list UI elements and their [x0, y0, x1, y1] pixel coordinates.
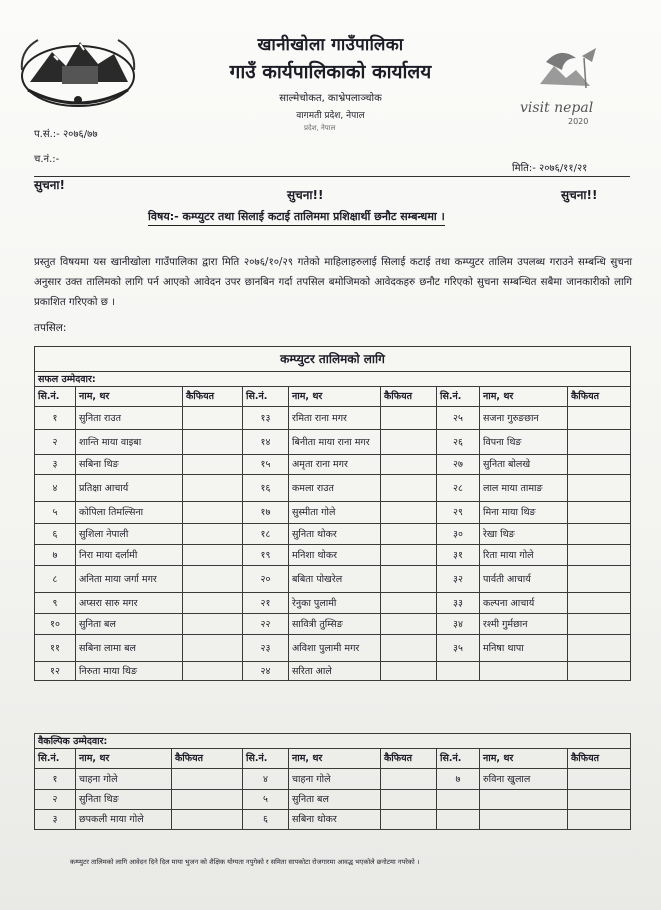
col-header-sn: सि.नं.	[35, 749, 76, 769]
sn-cell: १	[35, 769, 76, 790]
alternate-candidates-table	[34, 733, 631, 830]
sn-cell: २३	[243, 635, 289, 662]
col-header-sn: सि.नं.	[243, 387, 289, 407]
visit-nepal-text: visit nepal	[520, 100, 594, 116]
remarks-cell	[381, 769, 437, 790]
col-header-remarks: कैफियत	[172, 749, 243, 769]
col-header-remarks: कैफियत	[381, 387, 437, 407]
remarks-cell	[183, 407, 243, 430]
name-cell: अप्सरा सारु मगर	[76, 593, 183, 614]
name-cell: बबिता पोखरेल	[289, 566, 381, 593]
table-row	[35, 524, 631, 545]
name-cell: मनिशा थोकर	[289, 545, 381, 566]
remarks-cell	[568, 524, 631, 545]
remarks-cell	[172, 810, 243, 830]
header-divider	[34, 176, 630, 177]
name-cell: अविशा पुलामी मगर	[289, 635, 381, 662]
table-row	[35, 593, 631, 614]
name-cell: प्रतिक्षा आचार्य	[76, 475, 183, 502]
sn-cell: १०	[35, 614, 76, 635]
sn-cell: २९	[437, 502, 480, 524]
remarks-cell	[568, 430, 631, 455]
name-cell: अमृता राना मगर	[289, 455, 381, 475]
successful-candidates-table	[34, 346, 631, 681]
remarks-cell	[183, 545, 243, 566]
table-row	[35, 407, 631, 430]
sn-cell: ५	[243, 790, 289, 810]
remarks-cell	[568, 810, 631, 830]
name-cell: मनिषा थापा	[480, 635, 568, 662]
remarks-cell	[381, 545, 437, 566]
remarks-cell	[381, 524, 437, 545]
sn-cell: ३	[35, 810, 76, 830]
sn-cell	[437, 790, 480, 810]
name-cell: चाहना गोले	[289, 769, 381, 790]
name-cell: सबिना लामा बल	[76, 635, 183, 662]
name-cell: रेनुका पुलामी	[289, 593, 381, 614]
name-cell: विपना थिङ	[480, 430, 568, 455]
remarks-cell	[568, 769, 631, 790]
name-cell: रिता माया गोले	[480, 545, 568, 566]
sn-cell: २६	[437, 430, 480, 455]
remarks-cell	[568, 455, 631, 475]
sn-cell: १५	[243, 455, 289, 475]
name-cell: सुनिता थिङ	[76, 790, 172, 810]
name-cell: सजना गुरुङछान	[480, 407, 568, 430]
remarks-cell	[381, 635, 437, 662]
remarks-cell	[183, 475, 243, 502]
col-header-name: नाम, थर	[289, 387, 381, 407]
remarks-cell	[568, 502, 631, 524]
remarks-cell	[172, 769, 243, 790]
remarks-cell	[172, 790, 243, 810]
col-header-sn: सि.नं.	[243, 749, 289, 769]
notice-label-center: सुचना!!	[287, 188, 324, 202]
sn-cell: १२	[35, 662, 76, 681]
remarks-cell	[381, 566, 437, 593]
sn-cell: २	[35, 790, 76, 810]
sn-cell: २८	[437, 475, 480, 502]
remarks-cell	[381, 475, 437, 502]
name-cell	[480, 662, 568, 681]
col-header-remarks: कैफियत	[381, 749, 437, 769]
remarks-cell	[568, 566, 631, 593]
name-cell: रुविना खुलाल	[480, 769, 568, 790]
sn-cell: २२	[243, 614, 289, 635]
col-header-name: नाम, थर	[76, 387, 183, 407]
table-row	[35, 662, 631, 681]
col-header-name: नाम, थर	[480, 749, 568, 769]
remarks-cell	[381, 407, 437, 430]
sn-cell: १७	[243, 502, 289, 524]
sn-cell: ३२	[437, 566, 480, 593]
name-cell: चाहना गोले	[76, 769, 172, 790]
name-cell: कोपिला तिमल्सिना	[76, 502, 183, 524]
name-cell: सुनिता थोकर	[289, 524, 381, 545]
table-title: कम्प्युटर तालिमको लागि	[35, 347, 631, 372]
sn-cell: ३५	[437, 635, 480, 662]
remarks-cell	[381, 790, 437, 810]
remarks-cell	[381, 455, 437, 475]
office-name: खानीखोला गाउँपालिका	[257, 35, 404, 55]
col-header-remarks: कैफियत	[568, 749, 631, 769]
sn-cell: १६	[243, 475, 289, 502]
sn-cell: ७	[35, 545, 76, 566]
sn-cell: ७	[437, 769, 480, 790]
remarks-cell	[381, 614, 437, 635]
name-cell: सुनिता बोलखे	[480, 455, 568, 475]
sn-cell: २०	[243, 566, 289, 593]
name-cell: सुनिता राउत	[76, 407, 183, 430]
name-cell: सुनिता बल	[289, 790, 381, 810]
remarks-cell	[183, 662, 243, 681]
office-title: गाउँ कार्यपालिकाको कार्यालय	[229, 61, 432, 83]
name-cell: पार्वती आचार्य	[480, 566, 568, 593]
office-address: साल्मेचोकत, काभ्रेपलाञ्चोक	[279, 93, 382, 104]
details-label: तपसिल:	[34, 322, 67, 334]
col-header-remarks: कैफियत	[183, 387, 243, 407]
name-cell: सावित्री तुम्सिङ	[289, 614, 381, 635]
remarks-cell	[568, 662, 631, 681]
letter-date: मिति:- २०७६/११/२१	[512, 163, 588, 174]
name-cell: रश्मी गुर्मछान	[480, 614, 568, 635]
table-row	[35, 635, 631, 662]
sn-cell: ६	[243, 810, 289, 830]
name-cell: मिना माया थिङ	[480, 502, 568, 524]
name-cell: सुनिता बल	[76, 614, 183, 635]
table-row	[35, 810, 631, 830]
table-row	[35, 545, 631, 566]
remarks-cell	[568, 593, 631, 614]
table-row	[35, 455, 631, 475]
sn-cell	[437, 810, 480, 830]
remarks-cell	[568, 635, 631, 662]
remarks-cell	[183, 566, 243, 593]
table-row	[35, 614, 631, 635]
name-cell: सबिना थोकर	[289, 810, 381, 830]
col-header-name: नाम, थर	[76, 749, 172, 769]
sn-cell: ११	[35, 635, 76, 662]
sn-cell	[437, 662, 480, 681]
sn-cell: २१	[243, 593, 289, 614]
remarks-cell	[183, 614, 243, 635]
remarks-cell	[381, 662, 437, 681]
remarks-cell	[568, 614, 631, 635]
sn-cell: १४	[243, 430, 289, 455]
sn-cell: २	[35, 430, 76, 455]
dispatch-number: च.नं.:-	[34, 154, 60, 165]
notice-body: प्रस्तुत विषयमा यस खानीखोला गाउँपालिका द्वारा मिति २०७६/१०/२९ गतेको माहिलाहरुलाई सिलाई कटाई तथा कम्प्युटर तालिम उपलब्ध गराउने सम्बन्धि सुचना अनुसार उक्त तालिमको लागि पर्न आएको आवेदन उपर छानबिन गर्दा तपसिल बमोजिमको आवेदकहरु छनौट गरिएको सुचना सम्बन्धित सबैमा जानकारीको लागि प्रकाशित गरिएको छ ।	[34, 257, 632, 308]
sn-cell: ८	[35, 566, 76, 593]
sn-cell: ४	[243, 769, 289, 790]
remarks-cell	[568, 475, 631, 502]
remarks-cell	[568, 790, 631, 810]
notice-label-left: सुचना!	[34, 178, 65, 192]
table-row	[35, 430, 631, 455]
footer-note: कम्प्युटर तालिमको लागि आवेदन दिने दिल माया भुजन को शैक्षिक योग्यता नपुगेको र समिता सापकोटा रोजगारमा आवद्ध भएकोले छनोटमा नपरेको ।	[70, 858, 420, 866]
remarks-cell	[183, 593, 243, 614]
remarks-cell	[381, 430, 437, 455]
sn-cell: १९	[243, 545, 289, 566]
notice-label-right: सुचना!!	[561, 188, 598, 202]
name-cell: छपकली माया गोले	[76, 810, 172, 830]
table-row	[35, 566, 631, 593]
sn-cell: ३१	[437, 545, 480, 566]
col-header-sn: सि.नं.	[437, 749, 480, 769]
name-cell	[480, 810, 568, 830]
remarks-cell	[381, 810, 437, 830]
table-row	[35, 790, 631, 810]
letter-number: प.सं.:- २०७६/७७	[34, 129, 98, 140]
remarks-cell	[183, 455, 243, 475]
col-header-sn: सि.नं.	[35, 387, 76, 407]
sn-cell: ३३	[437, 593, 480, 614]
col-header-name: नाम, थर	[480, 387, 568, 407]
remarks-cell	[381, 502, 437, 524]
remarks-cell	[568, 545, 631, 566]
remarks-cell	[183, 635, 243, 662]
col-header-sn: सि.नं.	[437, 387, 480, 407]
name-cell: सुस्मीता गोले	[289, 502, 381, 524]
visit-nepal-year: 2020	[568, 117, 589, 126]
notice-subject: विषय:- कम्प्युटर तथा सिलाई कटाई तालिममा प्रशिक्षार्थी छनौट सम्बन्धमा ।	[148, 209, 445, 226]
name-cell: कल्पना आचार्य	[480, 593, 568, 614]
sn-cell: ९	[35, 593, 76, 614]
sn-cell: ४	[35, 475, 76, 502]
sn-cell: ३	[35, 455, 76, 475]
sn-cell: ३०	[437, 524, 480, 545]
name-cell: रमिता राना मगर	[289, 407, 381, 430]
name-cell: सबिना थिङ	[76, 455, 183, 475]
alternate-candidates-label: वैकल्पिक उम्मेदवार:	[35, 734, 631, 749]
sn-cell: १३	[243, 407, 289, 430]
name-cell: अनिता माया जर्गा मगर	[76, 566, 183, 593]
table-row	[35, 475, 631, 502]
remarks-cell	[568, 407, 631, 430]
sn-cell: ६	[35, 524, 76, 545]
sn-cell: २७	[437, 455, 480, 475]
name-cell: निरुता माया थिङ	[76, 662, 183, 681]
sn-cell: १	[35, 407, 76, 430]
table-header-row	[35, 387, 631, 407]
remarks-cell	[183, 524, 243, 545]
name-cell: लाल माया तामाङ	[480, 475, 568, 502]
name-cell	[480, 790, 568, 810]
sn-cell: ५	[35, 502, 76, 524]
sn-cell: २४	[243, 662, 289, 681]
col-header-name: नाम, थर	[289, 749, 381, 769]
sn-cell: २५	[437, 407, 480, 430]
sn-cell: ३४	[437, 614, 480, 635]
col-header-remarks: कैफियत	[568, 387, 631, 407]
office-province: वागमती प्रदेश, नेपाल	[296, 111, 365, 121]
successful-candidates-label: सफल उम्मेदवार:	[35, 372, 631, 387]
remarks-cell	[381, 593, 437, 614]
sn-cell: १८	[243, 524, 289, 545]
table-row	[35, 769, 631, 790]
name-cell: बिनीता माया राना मगर	[289, 430, 381, 455]
office-stamp: प्रदेश, नेपाल	[304, 124, 336, 132]
name-cell: सुशिला नेपाली	[76, 524, 183, 545]
name-cell: शान्ति माया वाइबा	[76, 430, 183, 455]
name-cell: निरा माया दर्लामी	[76, 545, 183, 566]
table-header-row	[35, 749, 631, 769]
name-cell: रेखा थिङ	[480, 524, 568, 545]
name-cell: कमला राउत	[289, 475, 381, 502]
table-row	[35, 502, 631, 524]
name-cell: सरिता आले	[289, 662, 381, 681]
remarks-cell	[183, 502, 243, 524]
remarks-cell	[183, 430, 243, 455]
